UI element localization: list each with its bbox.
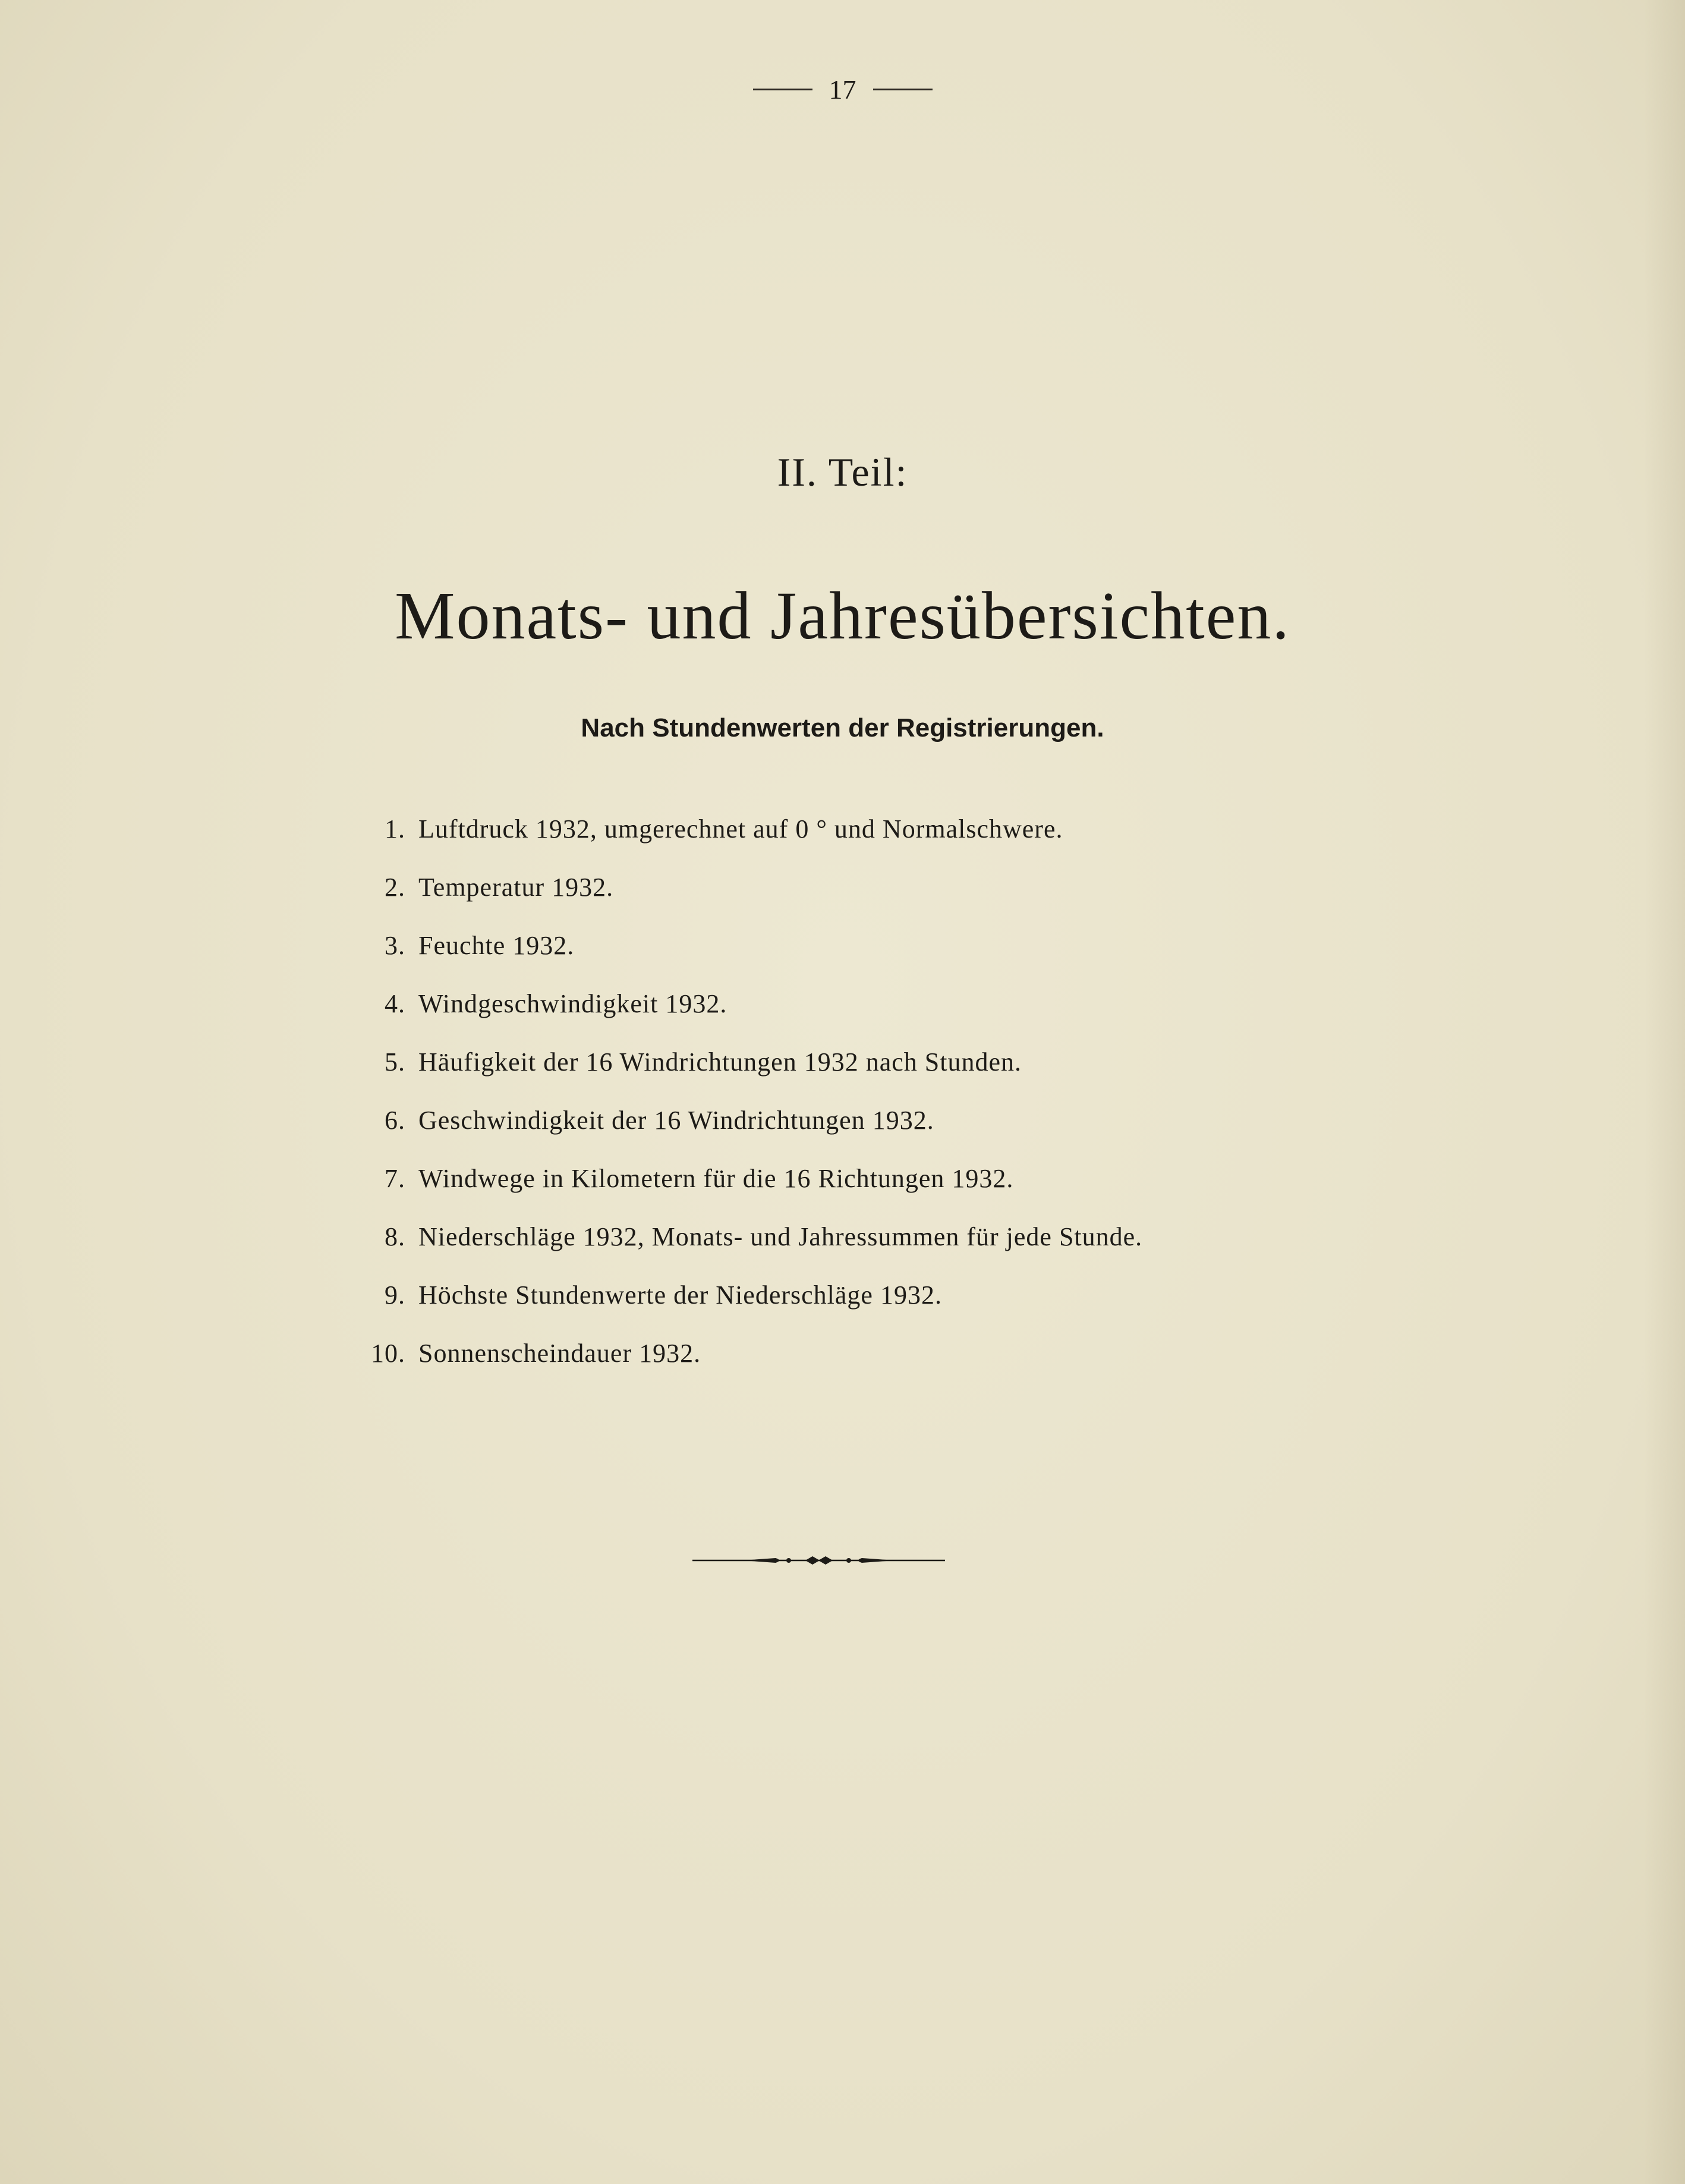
contents-item-text: Höchste Stundenwerte der Niederschläge 1932.: [418, 1280, 942, 1310]
contents-item-text: Geschwindigkeit der 16 Windrichtungen 1932.: [418, 1105, 934, 1135]
contents-item: [357, 1033, 1308, 1091]
contents-item-text: Windgeschwindigkeit 1932.: [418, 989, 727, 1018]
contents-item-number: 7.: [385, 1163, 405, 1193]
contents-item-number: 1.: [385, 814, 405, 844]
contents-item-text: Luftdruck 1932, umgerechnet auf 0 ° und Normalschwere.: [418, 814, 1063, 844]
contents-item-number: 4.: [385, 989, 405, 1018]
contents-item-text: Häufigkeit der 16 Windrichtungen 1932 nach Stunden.: [418, 1047, 1022, 1077]
contents-item: [357, 1091, 1308, 1149]
contents-item-text: Feuchte 1932.: [418, 930, 575, 960]
contents-item-text: Temperatur 1932.: [418, 872, 614, 902]
contents-item-number: 6.: [385, 1105, 405, 1135]
part-heading: II. Teil:: [777, 449, 908, 495]
contents-item-text: Niederschläge 1932, Monats- und Jahressummen für jede Stunde.: [418, 1222, 1143, 1251]
contents-item-number: 5.: [385, 1047, 405, 1077]
page-number-header: [0, 65, 1685, 113]
contents-item-number: 10.: [371, 1338, 405, 1368]
subtitle: Nach Stundenwerten der Registrierungen.: [581, 713, 1104, 742]
page-edge-shadow: [1643, 0, 1685, 2184]
contents-item: [357, 1266, 1308, 1324]
page-number-rule-left: [753, 89, 812, 90]
contents-item: [357, 800, 1308, 858]
contents-item: [357, 1324, 1308, 1382]
contents-item: [357, 1149, 1308, 1207]
contents-item-text: Sonnenscheindauer 1932.: [418, 1338, 701, 1368]
contents-item-text: Windwege in Kilometern für die 16 Richtungen 1932.: [418, 1163, 1014, 1193]
contents-list: [357, 800, 1308, 1382]
contents-item-number: 3.: [385, 930, 405, 960]
main-title: Monats- und Jahresübersichten.: [395, 578, 1290, 653]
contents-item: [357, 858, 1308, 916]
page-number-rule-right: [873, 89, 933, 90]
contents-item: [357, 974, 1308, 1033]
contents-item: [357, 916, 1308, 974]
ornament-divider-icon: [692, 1549, 945, 1572]
page-number: 17: [829, 74, 856, 105]
contents-item-number: 8.: [385, 1222, 405, 1251]
contents-item: [357, 1207, 1308, 1266]
contents-item-number: 9.: [385, 1280, 405, 1310]
contents-item-number: 2.: [385, 872, 405, 902]
